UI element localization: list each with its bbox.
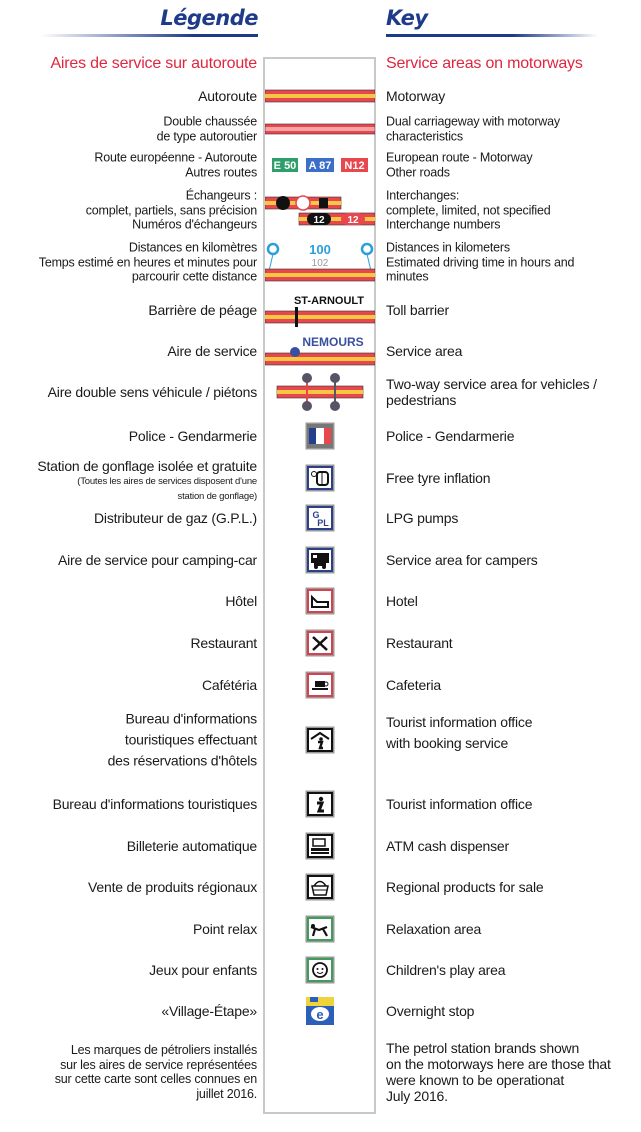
label-en <box>386 428 514 444</box>
label-en-line: Motorway <box>386 88 446 104</box>
label-fr-line: Distributeur de gaz (G.P.L.) <box>94 510 257 526</box>
label-fr <box>193 921 257 937</box>
svg-text:100: 100 <box>309 242 331 257</box>
label-fr-line: Police - Gendarmerie <box>128 428 257 444</box>
label-en-line: Hotel <box>386 593 418 609</box>
section-title-en: Service areas on motorways <box>386 55 583 72</box>
svg-text:102: 102 <box>311 258 329 269</box>
label-fr-line: Cafétéria <box>201 677 257 693</box>
label-en <box>386 188 551 232</box>
label-fr-line: Aire de service pour camping-car <box>57 552 257 568</box>
label-fr <box>127 838 257 854</box>
label-en <box>386 376 597 408</box>
label-fr-line: Vente de produits régionaux <box>88 879 257 895</box>
basket-icon <box>265 873 375 901</box>
label-en <box>386 240 574 284</box>
label-en-line: Cafeteria <box>386 677 442 693</box>
label-en-line: minutes <box>386 269 429 284</box>
label-en-line: on the motorways here are those that <box>386 1056 611 1072</box>
legend-title-en: Key <box>386 6 428 30</box>
label-en-line: were known to be operationat <box>386 1072 565 1088</box>
label-fr-line: de type autoroutier <box>156 129 257 143</box>
svg-text:G: G <box>312 510 320 520</box>
label-fr <box>149 962 257 978</box>
label-en-line: characteristics <box>386 129 463 143</box>
label-en-line: Interchanges: <box>386 188 460 203</box>
label-fr-line: Numéros d'échangeurs <box>132 217 257 232</box>
label-fr <box>108 709 257 772</box>
label-fr-line: Station de gonflage isolée et gratuite <box>37 458 257 474</box>
label-en-line: Interchange numbers <box>386 217 501 232</box>
label-en-line: Other roads <box>386 165 450 179</box>
label-fr <box>148 302 257 318</box>
label-en-line: Dual carriageway with motorway <box>386 114 560 129</box>
label-fr <box>198 88 257 104</box>
label-fr <box>157 115 257 144</box>
label-en-line: Restaurant <box>386 635 453 651</box>
label-fr-line: Route européenne - Autoroute <box>94 150 257 165</box>
label-en <box>386 593 418 609</box>
label-fr-line: juillet 2016. <box>196 1086 257 1101</box>
label-en-line: Service area for campers <box>386 552 538 568</box>
label-en-line: pedestrians <box>386 392 457 408</box>
road-numbers-icon <box>265 157 375 173</box>
label-en-line: Estimated driving time in hours and <box>386 254 575 269</box>
label-fr <box>39 240 257 284</box>
label-fr <box>86 188 257 232</box>
label-fr <box>167 343 257 359</box>
label-en <box>386 1003 474 1019</box>
play-icon <box>265 956 375 984</box>
label-en-line: Tourist information office <box>386 796 533 812</box>
legend-title-fr: Légende <box>160 6 258 30</box>
label-fr-line: Échangeurs : <box>185 188 257 203</box>
svg-text:12: 12 <box>347 215 359 226</box>
label-fr-line: Restaurant <box>190 635 257 651</box>
svg-text:E 50: E 50 <box>273 160 297 172</box>
label-fr <box>88 879 257 895</box>
label-en <box>386 510 458 526</box>
label-fr-line: Autres routes <box>185 165 257 179</box>
label-fr-line: Bureau d'informations <box>125 710 257 727</box>
label-en <box>386 88 445 104</box>
label-fr-line: Autoroute <box>198 88 257 104</box>
label-fr-line: Jeux pour enfants <box>149 962 257 978</box>
info-icon <box>265 790 375 818</box>
label-fr-line: Temps estimé en heures et minutes pour <box>38 254 257 269</box>
label-en-line: Tourist information office <box>386 714 533 730</box>
label-en <box>386 115 560 144</box>
label-en <box>386 1040 611 1104</box>
toll-icon <box>265 293 375 327</box>
label-en-line: Children's play area <box>386 962 506 978</box>
svg-text:ST-ARNOULT: ST-ARNOULT <box>293 295 365 307</box>
label-fr-line: sur les aires de service représentées <box>60 1057 257 1072</box>
label-fr-line: des réservations d'hôtels <box>107 752 257 769</box>
lpg-icon <box>265 504 375 532</box>
label-fr-line: Double chaussée <box>163 114 257 129</box>
fr-note-line: station de gonflage) <box>177 491 257 502</box>
svg-text:NEMOURS: NEMOURS <box>302 335 364 349</box>
label-en <box>386 962 505 978</box>
label-en-line: July 2016. <box>386 1088 448 1104</box>
hotel-icon <box>265 587 375 615</box>
svg-text:N12: N12 <box>344 160 365 172</box>
section-title-fr: Aires de service sur autoroute <box>50 55 257 72</box>
label-fr <box>48 384 257 400</box>
label-en-line: Free tyre inflation <box>386 470 491 486</box>
label-en-line: Regional products for sale <box>386 879 544 895</box>
label-fr <box>225 593 257 609</box>
label-fr-line: complet, partiels, sans précision <box>85 202 257 217</box>
police-icon <box>265 422 375 450</box>
fr-note-line: (Toutes les aires de services disposent d'une <box>77 476 257 487</box>
label-fr-line: Aire double sens véhicule / piétons <box>47 384 257 400</box>
interchanges-icon <box>265 193 375 227</box>
label-fr-line: Aire de service <box>167 343 257 359</box>
label-en <box>386 151 532 180</box>
label-en-line: Service area <box>386 343 463 359</box>
two-way-icon <box>265 372 375 412</box>
svg-text:A 87: A 87 <box>308 160 332 172</box>
label-en-line: complete, limited, not specified <box>386 202 551 217</box>
label-fr-line: Barrière de péage <box>148 302 257 318</box>
label-en <box>386 879 543 895</box>
label-fr-line: sur cette carte sont celles connues en <box>54 1072 257 1086</box>
label-fr <box>161 1003 257 1019</box>
label-en <box>386 921 481 937</box>
label-en <box>386 470 490 486</box>
label-en-line: Two-way service area for vehicles / <box>386 376 597 392</box>
label-fr <box>202 677 257 693</box>
restaurant-icon <box>265 629 375 657</box>
label-fr <box>53 796 257 812</box>
cafeteria-icon <box>265 671 375 699</box>
label-en <box>386 635 452 651</box>
label-fr-line: «Village-Étape» <box>161 1003 257 1019</box>
label-fr <box>129 428 257 444</box>
dual-carriageway-icon <box>265 123 375 135</box>
village-icon <box>265 997 375 1025</box>
tyre-icon <box>265 464 375 492</box>
label-fr <box>58 552 257 568</box>
label-en-line: Police - Gendarmerie <box>386 428 515 444</box>
label-fr <box>37 458 257 504</box>
label-fr <box>94 510 257 526</box>
camper-icon <box>265 546 375 574</box>
label-en-line: Distances in kilometers <box>386 240 510 255</box>
title-underline-en <box>386 34 598 37</box>
label-fr-line: Point relax <box>193 921 257 937</box>
label-en <box>386 302 449 318</box>
info-booking-icon <box>265 726 375 754</box>
label-en-line: Overnight stop <box>386 1003 475 1019</box>
label-fr <box>94 151 257 180</box>
service-area-icon <box>265 334 375 368</box>
title-underline-fr <box>40 34 258 37</box>
label-en-line: Relaxation area <box>386 921 482 937</box>
label-en <box>386 796 532 812</box>
label-en-line: Toll barrier <box>386 302 449 318</box>
label-fr-line: Bureau d'informations touristiques <box>52 796 257 812</box>
label-fr-line: Les marques de pétroliers installés <box>70 1043 257 1057</box>
label-en-line: The petrol station brands shown <box>386 1040 580 1056</box>
label-en <box>386 343 462 359</box>
label-en <box>386 677 441 693</box>
label-fr <box>191 635 257 651</box>
label-en-line: LPG pumps <box>386 510 459 526</box>
label-en-line: ATM cash dispenser <box>386 838 509 854</box>
svg-text:e: e <box>316 1007 324 1022</box>
label-fr-line: Hôtel <box>225 593 257 609</box>
motorway-icon <box>265 89 375 103</box>
label-en-line: European route - Motorway <box>386 150 533 165</box>
label-en <box>386 552 538 568</box>
label-fr-line: Distances en kilomètres <box>128 240 257 255</box>
label-fr-line: touristiques effectuant <box>124 731 257 748</box>
svg-text:PL: PL <box>317 518 329 528</box>
svg-text:12: 12 <box>313 215 325 226</box>
atm-icon <box>265 832 375 860</box>
label-en <box>386 838 509 854</box>
relax-icon <box>265 915 375 943</box>
label-en <box>386 712 532 754</box>
label-fr-line: Billeterie automatique <box>126 838 257 854</box>
label-fr-line: parcourir cette distance <box>131 269 257 284</box>
label-fr <box>55 1043 257 1101</box>
label-en-line: with booking service <box>386 735 509 751</box>
distances-icon <box>265 241 375 283</box>
